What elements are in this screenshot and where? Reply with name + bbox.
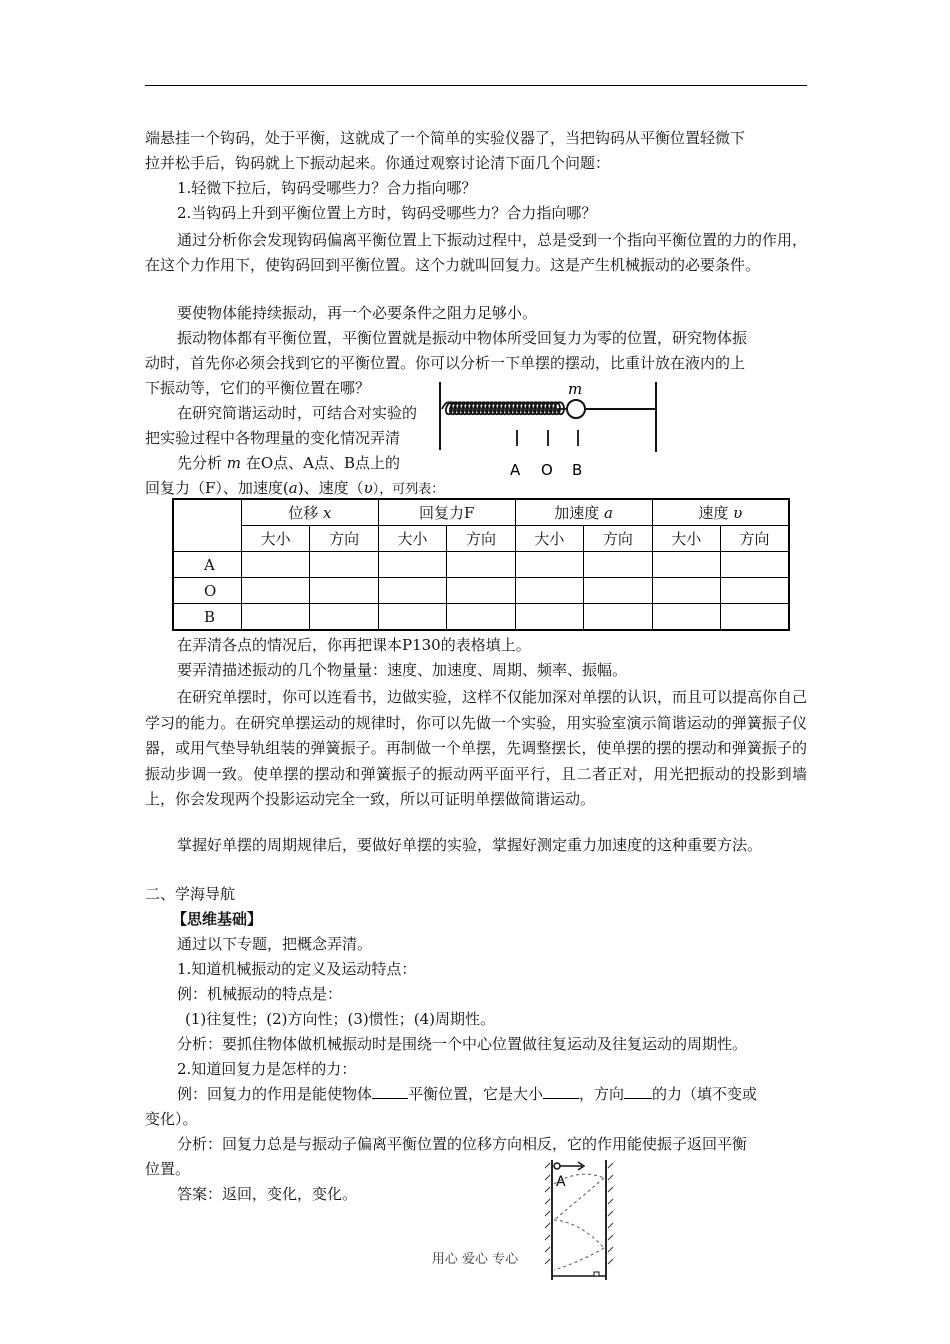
subheader-cell: 大小 bbox=[241, 526, 309, 552]
mass-ball bbox=[567, 400, 585, 418]
section-heading: 二、学海导航 bbox=[145, 885, 236, 903]
text-line: 振动物体都有平衡位置，平衡位置就是振动中物体所受回复力为零的位置，研究物体振 bbox=[177, 329, 748, 347]
table-row bbox=[173, 552, 789, 578]
row-label: A bbox=[173, 552, 241, 578]
page-footer: 用心 爱心 专心 bbox=[431, 1252, 519, 1267]
subheader-cell: 大小 bbox=[652, 526, 720, 552]
table-row bbox=[173, 578, 789, 604]
paragraph-pendulum: 在研究单摆时，你可以连看书，边做实验，这样不仅能加深对单摆的认识，而且可以提高你自己学习的能力。在研究单摆运动的规律时，你可以先做一个实验，用实验室演示简谐运动的弹簧振子仪器，或用气垫导轨组装的弹簧振子。再制做一个单摆，先调整摆长，使单摆的摆的摆动和弹簧振子的振动步调一致。使单摆的摆动和弹簧振子的振动两平面平行，且二者正对，用光把振动的投影到墙上，你会发现两个投影运动完全一致，所以可证明单摆做简谐运动。 bbox=[145, 688, 808, 808]
text-line: 分析：要抓住物体做机械振动时是围绕一个中心位置做往复运动及往复运动的周期性。 bbox=[177, 1035, 748, 1053]
text-line: 位置。 bbox=[145, 1160, 191, 1178]
table-row bbox=[173, 604, 789, 631]
subheader-cell: 大小 bbox=[378, 526, 446, 552]
fill-blank-question: 例：回复力的作用是能使物体 平衡位置，它是大小 ，方向 的力（填不变或 bbox=[177, 1085, 758, 1103]
label-B: B bbox=[572, 461, 583, 479]
text-line: 把实验过程中各物理量的变化情况弄清 bbox=[145, 429, 401, 447]
text-line: 变化）。 bbox=[145, 1110, 198, 1128]
row-label: B bbox=[173, 604, 241, 631]
text-line: 要使物体能持续振动，再一个必要条件之阻力足够小。 bbox=[177, 304, 538, 322]
label-O: O bbox=[541, 461, 553, 479]
text-line: 拉并松手后，钩码就上下振动起来。你通过观察讨论清下面几个问题： bbox=[145, 154, 611, 172]
motion-table bbox=[172, 498, 790, 631]
text-line: 答案：返回，变化，变化。 bbox=[177, 1185, 358, 1203]
table-subheader-row bbox=[173, 526, 789, 552]
text-line: 下振动等，它们的平衡位置在哪？ bbox=[145, 379, 371, 397]
spring-oscillator-figure bbox=[436, 378, 662, 480]
paragraph-restoring-force: 通过分析你会发现钩码偏离平衡位置上下振动过程中，总是受到一个指向平衡位置的力的作用，在这个力作用下，使钩码回到平衡位置。这个力就叫回复力。这是产生机械振动的必要条件。 bbox=[145, 231, 808, 274]
text-line: 掌握好单摆的周期规律后，要做好单摆的实验，掌握好测定重力加速度的这种重要方法。 bbox=[177, 836, 763, 854]
label-A: A bbox=[556, 1174, 566, 1190]
text-line: 动时，首先你必须会找到它的平衡位置。你可以分析一下单摆的摆动，比重计放在液内的上 bbox=[145, 354, 746, 372]
blank-1[interactable] bbox=[372, 1084, 408, 1099]
mass-label: m bbox=[568, 380, 583, 398]
header-restoring-force: 回复力F bbox=[378, 499, 515, 526]
blank-3[interactable] bbox=[624, 1084, 652, 1099]
label-A: A bbox=[510, 461, 521, 479]
subheader-cell: 大小 bbox=[515, 526, 583, 552]
text-line: 在研究简谐运动时，可结合对实验的 bbox=[177, 404, 418, 422]
subheader-cell: 方向 bbox=[584, 526, 652, 552]
header-rule bbox=[145, 85, 807, 86]
subsection-heading: 【思维基础】 bbox=[172, 910, 263, 928]
text-line: 通过以下专题，把概念弄清。 bbox=[177, 935, 373, 953]
text-line: 2.知道回复力是怎样的力： bbox=[177, 1060, 357, 1078]
header-acceleration: 加速度 a bbox=[515, 499, 652, 526]
text-line: 1.知道机械振动的定义及运动特点： bbox=[177, 960, 417, 978]
header-displacement: 位移 x bbox=[241, 499, 378, 526]
text-line: 分析：回复力总是与振动子偏离平衡位置的位移方向相反，它的作用能使振子返回平衡 bbox=[177, 1135, 748, 1153]
blank-2[interactable] bbox=[543, 1084, 579, 1099]
text-line: 回复力（F）、加速度(a)、速度（υ），可列表： bbox=[145, 479, 445, 497]
table-header-row bbox=[173, 499, 789, 526]
subheader-cell: 方向 bbox=[721, 526, 790, 552]
subheader-cell: 方向 bbox=[310, 526, 378, 552]
question-2: 2.当钩码上升到平衡位置上方时，钩码受哪些力？合力指向哪？ bbox=[177, 204, 597, 222]
text-line: 端悬挂一个钩码，处于平衡，这就成了一个简单的实验仪器了，当把钩码从平衡位置轻微下 bbox=[145, 129, 746, 147]
text-line: (1)往复性；(2)方向性；(3)惯性；(4)周期性。 bbox=[185, 1010, 495, 1028]
text-line: 要弄清描述振动的几个物量量：速度、加速度、周期、频率、振幅。 bbox=[177, 661, 628, 679]
question-1: 1.轻微下拉后，钩码受哪些力？合力指向哪？ bbox=[177, 179, 477, 197]
spring-coil bbox=[442, 402, 566, 414]
text-line: 在弄清各点的情况后，你再把课本P130的表格填上。 bbox=[177, 636, 531, 654]
text-line: 例：机械振动的特点是： bbox=[177, 985, 343, 1003]
text-line: 先分析 m 在O点、A点、B点上的 bbox=[177, 454, 400, 472]
header-velocity: 速度 υ bbox=[652, 499, 789, 526]
row-label: O bbox=[173, 578, 241, 604]
subheader-cell: 方向 bbox=[447, 526, 515, 552]
